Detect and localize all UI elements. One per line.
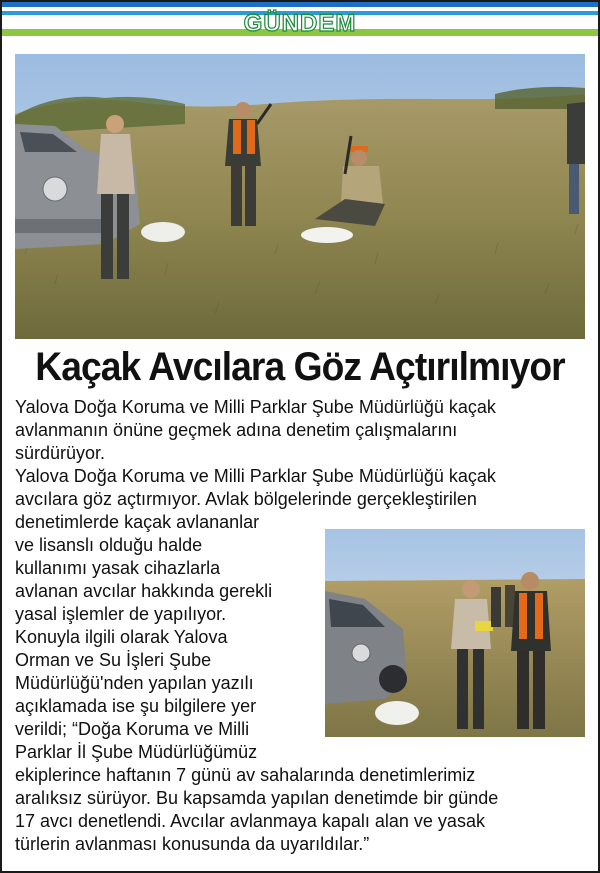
body-line: verildi; “Doğa Koruma ve Milli	[15, 719, 250, 739]
body-line: Yalova Doğa Koruma ve Milli Parklar Şube Müdürlüğü kaçak	[15, 397, 496, 417]
body-line: ve lisanslı olduğu halde	[15, 535, 203, 555]
body-line: türlerin avlanması konusunda da uyarıldılar.”	[15, 834, 370, 854]
body-line: avcılara göz açtırmıyor. Avlak bölgelerinde gerçekleştirilen	[15, 489, 477, 509]
body-line: aralıksız sürüyor. Bu kapsamda yapılan denetimde bir günde	[15, 788, 499, 808]
body-line: ekiplerince haftanın 7 günü av sahalarında denetimlerimiz	[15, 765, 476, 785]
headline: Kaçak Avcılara Göz Açtırılmıyor	[35, 345, 565, 389]
body-line: Parklar İl Şube Müdürlüğümüz	[15, 742, 258, 762]
dog	[375, 701, 419, 725]
inset-photo	[325, 529, 585, 737]
body-line: Konuyla ilgili olarak Yalova	[15, 627, 228, 647]
dog	[141, 222, 185, 242]
body-line: açıklamada ise şu bilgilere yer	[15, 696, 257, 716]
body-line: 17 avcı denetlendi. Avcılar avlanmaya kapalı alan ve yasak	[15, 811, 485, 831]
body-line: avlanan avcılar hakkında gerekli	[15, 581, 273, 601]
body-line: sürdürüyor.	[15, 443, 106, 463]
body-line: Orman ve Su İşleri Şube	[15, 650, 212, 670]
body-line: Yalova Doğa Koruma ve Milli Parklar Şube Müdürlüğü kaçak	[15, 466, 496, 486]
body-line: yasal işlemler de yapılıyor.	[15, 604, 227, 624]
body-line: kullanımı yasak cihazlarla	[15, 558, 221, 578]
main-photo	[15, 54, 585, 339]
lying-dog	[301, 227, 353, 243]
section-banner	[2, 2, 598, 43]
body-line: Müdürlüğü'nden yapılan yazılı	[15, 673, 254, 693]
section-title: GÜNDEM	[243, 10, 357, 37]
body-line: denetimlerde kaçak avlananlar	[15, 512, 260, 532]
body-line: avlanmanın önüne geçmek adına denetim çalışmalarını	[15, 420, 458, 440]
